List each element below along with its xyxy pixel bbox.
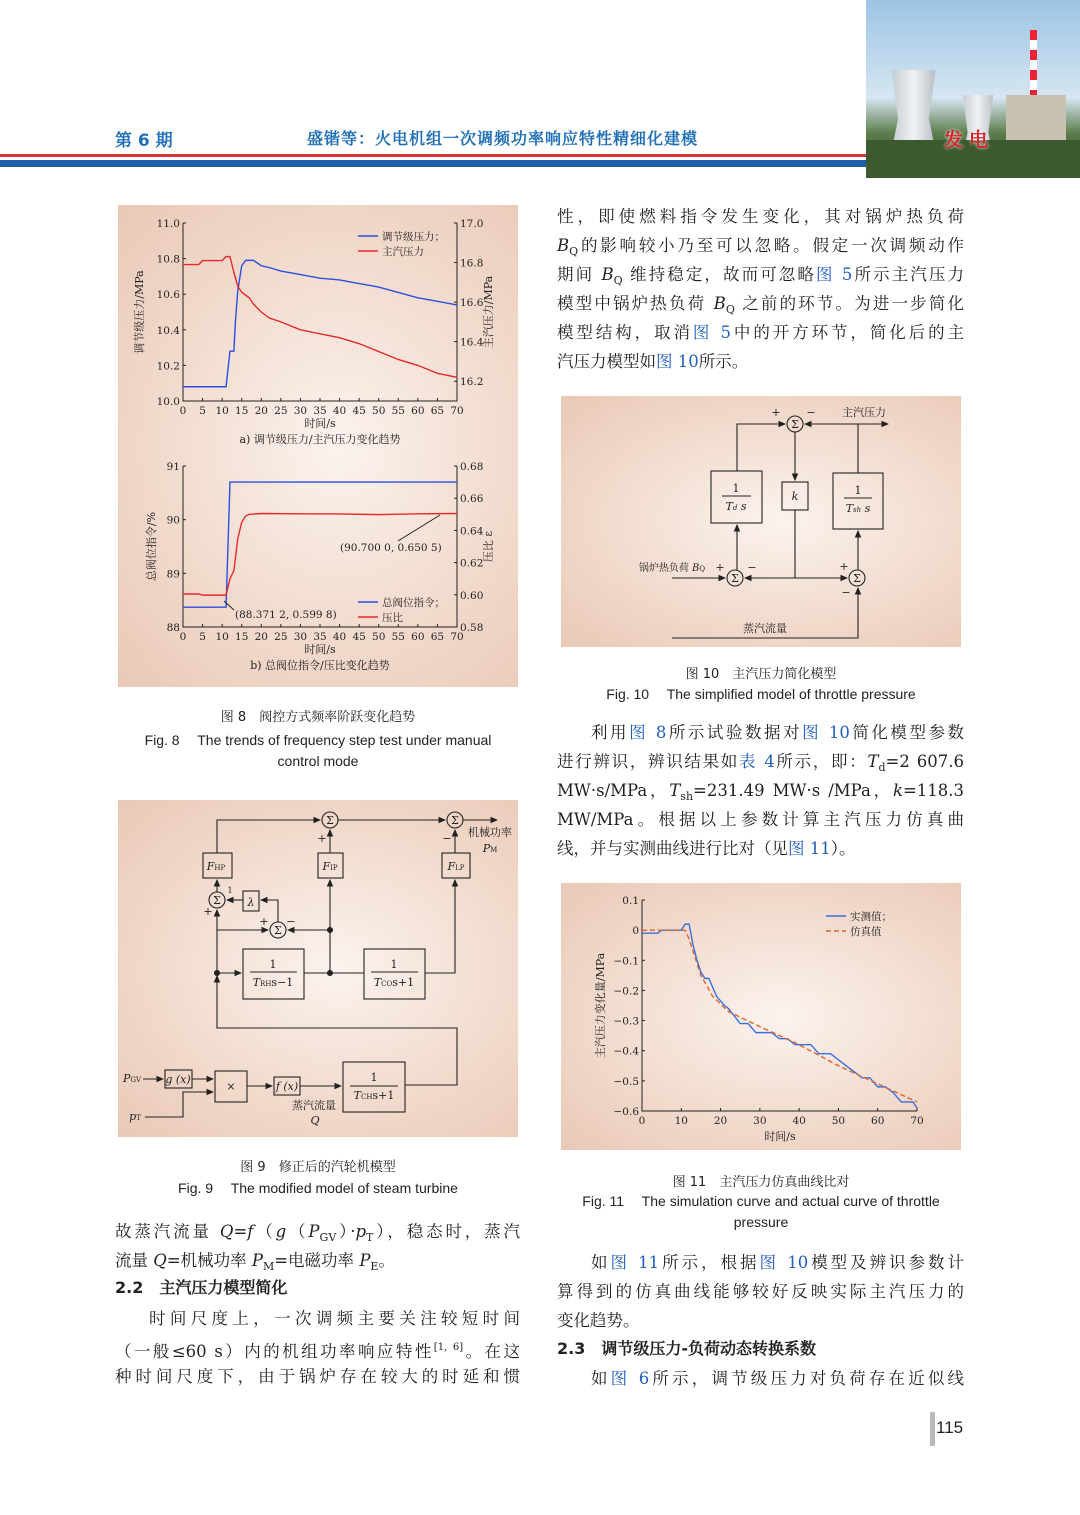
x-axis-label: 时间/s xyxy=(304,417,336,430)
x-tick-label: 35 xyxy=(313,405,327,417)
text-segment: 的影响较小乃至可以忽略。假定一次调频动作 xyxy=(578,236,964,255)
fig10-caption-en: Fig. 10 The simplified model of throttle pressure xyxy=(606,686,916,702)
x-tick-label: 10 xyxy=(215,631,229,643)
y-tick-label: 88 xyxy=(166,622,180,634)
legend-label: 主汽压力 xyxy=(382,246,424,258)
fig9-labels xyxy=(122,814,512,1127)
sum-junction-symbol: Σ xyxy=(213,894,221,907)
text-segment: 算得到的仿真曲线能够较好反映实际主汽压力的 xyxy=(557,1282,964,1301)
sum-junction-symbol: Σ xyxy=(853,572,861,585)
x-tick-label: 20 xyxy=(713,1115,728,1127)
label-p-t: pT xyxy=(129,1110,141,1123)
block-f-hp: FHP xyxy=(206,860,226,873)
text-segment: P xyxy=(308,1222,320,1241)
x-tick-label: 20 xyxy=(254,405,268,417)
y-tick-label: 10.0 xyxy=(156,396,180,408)
text-segment: 汽压力模型如 xyxy=(557,352,656,371)
block-rh-numerator: 1 xyxy=(269,958,277,971)
x-tick-label: 10 xyxy=(215,405,229,417)
chart-subtitle: a) 调节级压力/主汽压力变化趋势 xyxy=(239,433,401,446)
text-segment: 故蒸汽流量 xyxy=(115,1222,220,1241)
label-main-pressure: 主汽压力 xyxy=(842,406,886,419)
caption-line: Fig. 11 The simulation curve and actual curve of throttle xyxy=(582,1193,940,1209)
y-axis-label: 主汽压力变化量/MPa xyxy=(594,952,607,1059)
x-tick-label: 50 xyxy=(372,631,386,643)
text-segment: =118.3 xyxy=(902,781,964,800)
text-segment: 所示，调节级压力对负荷存在近似线 xyxy=(649,1369,965,1388)
x-tick-label: 15 xyxy=(235,405,249,417)
label-steam-flow: 蒸汽流量 xyxy=(743,622,787,635)
x-tick-label: 65 xyxy=(430,631,445,643)
sign: + xyxy=(259,915,269,928)
caption-line: Fig. 8 The trends of frequency step test under manual xyxy=(144,732,492,748)
fig10-caption-cn: 图 10 主汽压力简化模型 xyxy=(685,667,837,682)
text-segment: 模型及辨识参数计 xyxy=(808,1253,965,1272)
series-line-1 xyxy=(183,257,457,378)
text-segment: MW·s/MPa， xyxy=(557,781,670,800)
block-td-numerator: 1 xyxy=(732,482,740,495)
cross-reference-link[interactable]: 图 11 xyxy=(610,1253,660,1272)
series-line-0 xyxy=(183,260,457,386)
text-segment: Q xyxy=(219,1222,234,1241)
x-tick-label: 0 xyxy=(179,631,187,643)
block-co-numerator: 1 xyxy=(390,958,398,971)
x-tick-label: 45 xyxy=(352,405,366,417)
x-tick-label: 60 xyxy=(411,405,425,417)
y-axis-label: 调节级压力/MPa xyxy=(133,270,146,354)
text-segment: P xyxy=(251,1251,263,1270)
x-axis-label: 时间/s xyxy=(304,643,336,656)
text-segment: 流量 xyxy=(115,1251,154,1270)
x-tick-label: 70 xyxy=(910,1115,924,1127)
text-segment: 如 xyxy=(591,1369,611,1388)
block-ch-denominator: TCHs+1 xyxy=(353,1089,395,1102)
text-segment: 所示主汽压力 xyxy=(852,265,965,284)
x-tick-label: 30 xyxy=(753,1115,767,1127)
x-tick-label: 35 xyxy=(313,631,327,643)
text-segment: =机械功率 xyxy=(166,1251,252,1270)
fig11-caption-cn: 图 11 主汽压力仿真曲线比对 xyxy=(672,1175,850,1190)
text-segment: p xyxy=(355,1222,367,1241)
block-k: k xyxy=(791,490,799,503)
x-tick-label: 25 xyxy=(274,631,288,643)
fig8-caption-cn: 图 8 阀控方式频率阶跃变化趋势 xyxy=(220,710,416,725)
text-segment: 所示试验数据对 xyxy=(666,723,803,742)
text-segment: 时间尺度上，一次调频主要关注较短时间 xyxy=(149,1309,520,1328)
text-segment: Q xyxy=(613,274,623,287)
sign: − xyxy=(747,561,757,574)
caption-line: pressure xyxy=(733,1214,789,1230)
text-segment: ）。 xyxy=(830,839,856,858)
text-segment: （ xyxy=(286,1222,309,1241)
block-td-denominator: Td s xyxy=(725,500,747,513)
y2-tick-label: 0.64 xyxy=(460,525,484,538)
text-segment: 变化趋势。 xyxy=(557,1311,640,1330)
y2-tick-label: 16.6 xyxy=(460,297,484,310)
x-tick-label: 5 xyxy=(199,631,206,643)
sign: + xyxy=(715,561,725,574)
sum-junction-symbol: Σ xyxy=(791,418,799,431)
block-f-lp: FLP xyxy=(447,860,465,873)
block-f-x: f (x) xyxy=(275,1080,299,1093)
x-tick-label: 30 xyxy=(293,631,308,643)
y-tick-label: 91 xyxy=(166,461,180,473)
running-title: 盛锴等：火电机组一次调频功率响应特性精细化建模 xyxy=(307,129,699,148)
sign: + xyxy=(317,832,327,845)
cross-reference-link[interactable]: 图 10 xyxy=(759,1253,809,1272)
text-segment: 所示，即： xyxy=(774,752,868,771)
text-segment: Q xyxy=(569,245,579,258)
text-segment: =2 607.6 xyxy=(885,752,965,771)
text-segment: 之前的环节。为进一步简化 xyxy=(734,294,964,313)
text-segment: 期间 xyxy=(557,265,602,284)
cross-reference-link[interactable]: 表 4 xyxy=(739,752,775,771)
y-tick-label: 10.6 xyxy=(156,289,180,302)
y2-tick-label: 17.0 xyxy=(460,218,484,230)
block-co-denominator: TCOs+1 xyxy=(373,976,415,989)
text-segment: B xyxy=(713,294,726,313)
y2-tick-label: 0.62 xyxy=(460,557,484,570)
sign: − xyxy=(806,406,816,419)
cross-reference-link[interactable]: 图 11 xyxy=(788,839,831,858)
label-q: Q xyxy=(310,1114,320,1127)
x-tick-label: 40 xyxy=(332,405,347,417)
text-segment: sh xyxy=(680,790,694,803)
x-tick-label: 5 xyxy=(199,405,206,417)
y2-tick-label: 0.66 xyxy=(460,493,484,506)
y2-tick-label: 0.58 xyxy=(460,622,484,634)
text-segment: = xyxy=(233,1222,248,1241)
y2-tick-label: 16.2 xyxy=(460,376,484,389)
sign: + xyxy=(203,905,213,918)
text-segment: 。 xyxy=(378,1251,395,1270)
fig10-diagram xyxy=(672,416,888,638)
block-rh-denominator: TRHs−1 xyxy=(252,976,294,989)
x-tick-label: 60 xyxy=(871,1115,885,1127)
sign: 1 xyxy=(227,886,233,895)
legend-label: 压比 xyxy=(382,612,403,624)
page-number: 115 xyxy=(936,1418,964,1437)
x-tick-label: 45 xyxy=(352,631,366,643)
block-tsh-denominator: Tsh s xyxy=(845,502,871,515)
data-annotation: (88.371 2, 0.599 8) xyxy=(235,609,337,621)
sum-junction-symbol: Σ xyxy=(731,572,739,585)
y-tick-label: −0.5 xyxy=(613,1075,639,1088)
x-tick-label: 55 xyxy=(391,631,405,643)
y-tick-label: 89 xyxy=(166,568,180,581)
x-tick-label: 70 xyxy=(450,405,464,417)
text-segment: 所示。 xyxy=(698,352,749,371)
y-tick-label: 90 xyxy=(166,514,180,527)
block-ch-numerator: 1 xyxy=(370,1071,378,1084)
text-segment: T xyxy=(669,781,681,800)
text-segment: 模型中锅炉热负荷 xyxy=(557,294,714,313)
chart-subtitle: b) 总阀位指令/压比变化趋势 xyxy=(250,659,390,672)
x-tick-label: 50 xyxy=(831,1115,846,1127)
text-segment: k xyxy=(892,781,903,800)
y-tick-label: 11.0 xyxy=(156,218,180,230)
text-segment: P xyxy=(359,1251,371,1270)
legend-label: 实测值； xyxy=(850,911,892,923)
legend-label: 仿真值 xyxy=(850,926,882,938)
annotation-leader xyxy=(398,515,440,541)
label-mechanical-power: 机械功率 xyxy=(468,826,512,839)
text-segment: （一般≤60 s）内的机组功率响应特性 xyxy=(115,1342,434,1361)
sign: − xyxy=(442,832,452,845)
label-p-gv: PGV xyxy=(122,1072,142,1085)
text-segment: Q xyxy=(153,1251,167,1270)
block-multiply: × xyxy=(226,1080,236,1093)
x-tick-label: 0 xyxy=(179,405,187,417)
text-segment: MW/MPa。根据以上参数计算主汽压力仿真曲 xyxy=(557,810,964,829)
x-tick-label: 55 xyxy=(391,405,405,417)
data-annotation: (90.700 0, 0.650 5) xyxy=(340,542,442,554)
text-segment: 2.2 主汽压力模型简化 xyxy=(115,1278,288,1297)
text-segment: 如 xyxy=(591,1253,611,1272)
text-segment: E xyxy=(370,1260,379,1273)
text-segment: g xyxy=(275,1222,287,1241)
text-segment: 模型结构，取消 xyxy=(557,323,693,342)
y-tick-label: 0.1 xyxy=(622,895,639,907)
sign: − xyxy=(286,915,296,928)
y2-tick-label: 16.8 xyxy=(460,257,484,270)
cross-reference-link[interactable]: 图 8 xyxy=(629,723,667,742)
text-segment: d xyxy=(878,761,886,774)
text-segment: 种时间尺度下，由于锅炉存在较大的时延和惯 xyxy=(115,1367,520,1386)
y2-tick-label: 0.68 xyxy=(460,461,484,473)
y2-tick-label: 0.60 xyxy=(460,589,484,602)
text-segment: Q xyxy=(725,303,735,316)
x-tick-label: 0 xyxy=(638,1115,646,1127)
fig9-caption-en: Fig. 9 The modified model of steam turbine xyxy=(178,1180,458,1196)
text-segment: B xyxy=(557,236,570,255)
sum-junction-symbol: Σ xyxy=(451,814,459,827)
sign: + xyxy=(839,560,849,573)
y-tick-label: 10.8 xyxy=(156,253,180,266)
text-segment: 中的开方环节，简化后的主 xyxy=(731,323,965,342)
x-tick-label: 40 xyxy=(792,1115,806,1127)
x-tick-label: 65 xyxy=(430,405,445,417)
text-segment: =231.49 MW·s /MPa， xyxy=(693,781,893,800)
y-tick-label: −0.4 xyxy=(613,1045,639,1058)
y-tick-label: 10.2 xyxy=(156,360,180,373)
text-segment: ）· xyxy=(336,1222,356,1241)
text-segment: f xyxy=(247,1222,254,1241)
text-segment: T xyxy=(366,1231,374,1244)
text-segment: GV xyxy=(319,1231,337,1244)
legend-label: 总阀位指令； xyxy=(382,597,445,609)
text-segment: 进行辨识，辨识结果如 xyxy=(557,752,740,771)
x-tick-label: 30 xyxy=(293,405,308,417)
block-lambda: λ xyxy=(247,896,255,909)
y-tick-label: −0.3 xyxy=(613,1015,639,1028)
caption-line: control mode xyxy=(277,753,359,769)
charts xyxy=(132,218,924,1143)
text-segment: 性，即使燃料指令发生变化，其对锅炉热负荷 xyxy=(557,207,964,226)
label-pm: PM xyxy=(482,842,498,855)
block-tsh-numerator: 1 xyxy=(854,484,862,497)
x-tick-label: 10 xyxy=(674,1115,688,1127)
fig9-caption-cn: 图 9 修正后的汽轮机模型 xyxy=(240,1160,396,1175)
cross-reference-link[interactable]: 图 10 xyxy=(656,352,699,371)
text-segment: [1, 6] xyxy=(433,1342,464,1353)
cross-reference-link[interactable]: 图 6 xyxy=(610,1369,650,1388)
sum-junction-symbol: Σ xyxy=(274,924,282,937)
cross-reference-link[interactable]: 图 5 xyxy=(816,265,853,284)
text-segment: 2.3 调节级压力-负荷动态转换系数 xyxy=(557,1339,816,1358)
label-steam-flow: 蒸汽流量 xyxy=(292,1099,336,1112)
block-g-x: g (x) xyxy=(165,1073,191,1086)
y-tick-label: −0.2 xyxy=(613,985,639,998)
text-segment: B xyxy=(601,265,614,284)
photo-tag: 发电 xyxy=(944,129,995,151)
y-tick-label: 10.4 xyxy=(156,324,180,337)
y2-axis-label: 主汽压力/MPa xyxy=(482,275,495,349)
cross-reference-link[interactable]: 图 10 xyxy=(802,723,850,742)
series-line-1 xyxy=(183,513,457,595)
text-segment: 所示，根据 xyxy=(659,1253,760,1272)
x-tick-label: 15 xyxy=(235,631,249,643)
sign: − xyxy=(841,586,851,599)
text-segment: 。在这 xyxy=(463,1342,520,1361)
y-tick-label: −0.6 xyxy=(613,1106,639,1118)
y-axis-label: 总阀位指令/% xyxy=(145,511,158,582)
series-line-0 xyxy=(642,924,917,1108)
series-line-1 xyxy=(642,930,917,1102)
text-segment: T xyxy=(867,752,879,771)
text-segment: 利用 xyxy=(591,723,630,742)
text-segment: M xyxy=(262,1260,275,1273)
x-tick-label: 25 xyxy=(274,405,288,417)
x-axis-label: 时间/s xyxy=(764,1130,796,1143)
text-segment: （ xyxy=(253,1222,276,1241)
text-segment: =电磁功率 xyxy=(274,1251,360,1270)
fig9-diagram xyxy=(143,812,497,1117)
x-tick-label: 70 xyxy=(450,631,464,643)
y-tick-label: −0.1 xyxy=(613,955,639,968)
cross-reference-link[interactable]: 图 5 xyxy=(692,323,731,342)
sign: + xyxy=(771,406,781,419)
legend-label: 调节级压力； xyxy=(382,231,445,243)
y2-axis-label: 压比 ε xyxy=(482,530,495,563)
journal-issue: 第 6 期 xyxy=(115,131,173,151)
label-boiler-load: 锅炉热负荷 BQ xyxy=(638,563,706,574)
x-tick-label: 60 xyxy=(411,631,425,643)
y-tick-label: 0 xyxy=(632,925,639,938)
y2-tick-label: 16.4 xyxy=(460,336,484,349)
sum-junction-symbol: Σ xyxy=(326,814,334,827)
text-segment: 简化模型参数 xyxy=(849,723,965,742)
x-tick-label: 40 xyxy=(332,631,347,643)
text-segment: 维持稳定，故而可忽略 xyxy=(622,265,816,284)
block-f-ip: FIP xyxy=(322,860,338,873)
x-tick-label: 50 xyxy=(372,405,386,417)
text-segment: 线，并与实测曲线进行比对（见 xyxy=(557,839,788,858)
text-segment: ），稳态时，蒸汽 xyxy=(373,1222,521,1241)
x-tick-label: 20 xyxy=(254,631,268,643)
